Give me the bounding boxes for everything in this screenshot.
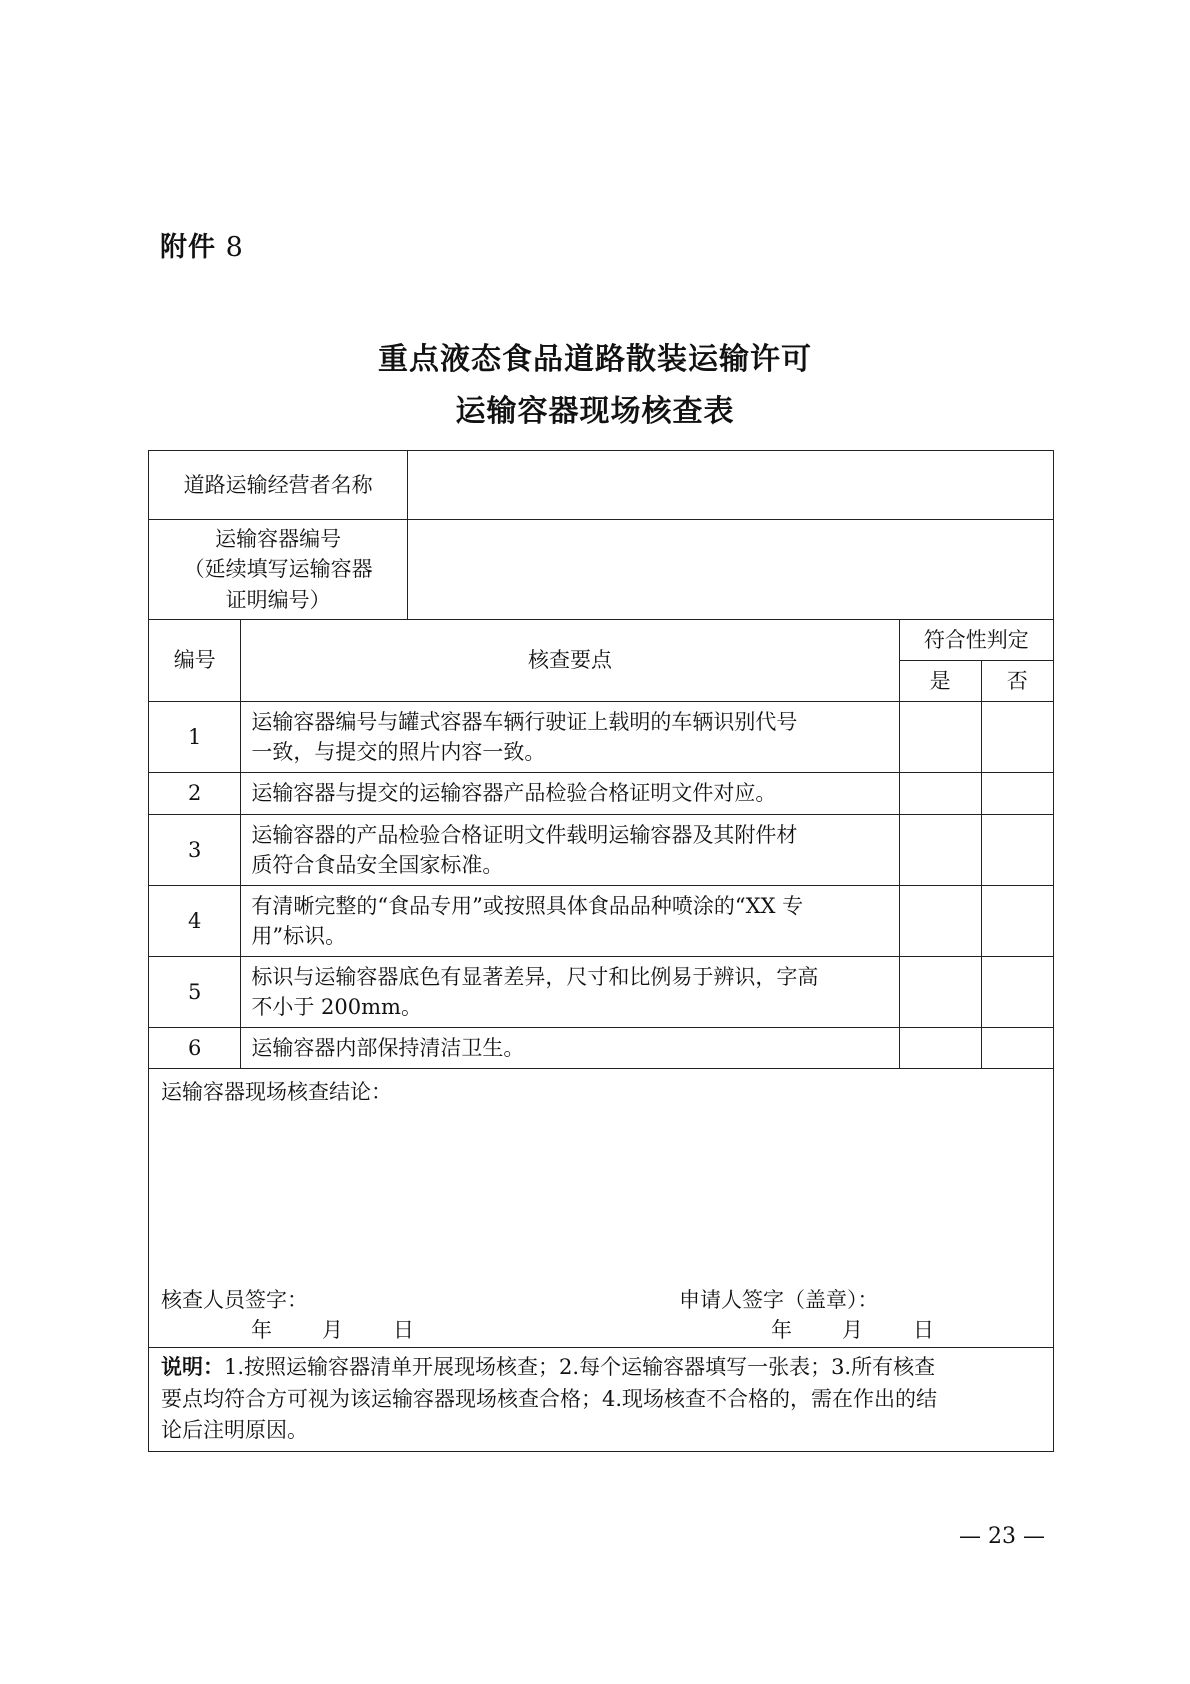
container-number-field[interactable]: [408, 520, 1054, 620]
item-number: 5: [149, 957, 241, 1028]
container-number-label-line1: 运输容器编号: [215, 526, 342, 551]
item-number: 2: [149, 773, 241, 815]
note-label: 说明：: [161, 1355, 224, 1379]
table-row: [149, 702, 1054, 773]
inspector-date-month: 月: [322, 1318, 343, 1342]
no-checkbox-cell[interactable]: [981, 1028, 1053, 1069]
column-header-number: 编号: [149, 620, 241, 702]
note-cell: [149, 1348, 1054, 1452]
note-line2: 要点均符合方可视为该运输容器现场核查合格；4.现场核查不合格的，需在作出的结: [161, 1386, 938, 1411]
item-text: [241, 886, 899, 957]
note-text-1: 1.按照运输容器清单开展现场核查；2.每个运输容器填写一张表；3.所有核查: [224, 1355, 936, 1379]
applicant-date-year: 年: [771, 1318, 792, 1342]
operator-name-label: 道路运输经营者名称: [149, 451, 408, 520]
yes-checkbox-cell[interactable]: [899, 702, 981, 773]
applicant-signature-label: 申请人签字（盖章）：: [679, 1288, 879, 1312]
conclusion-row: [149, 1069, 1054, 1348]
item-number: 3: [149, 815, 241, 886]
item-text: [241, 1028, 899, 1069]
yes-checkbox-cell[interactable]: [899, 886, 981, 957]
applicant-date: [771, 1315, 934, 1345]
conclusion-cell[interactable]: [149, 1069, 1054, 1348]
item-text: [241, 773, 899, 815]
item-text-line1: 有清晰完整的“食品专用”或按照具体食品品种喷涂的“XX 专: [251, 893, 804, 918]
inspector-date-year: 年: [251, 1318, 272, 1342]
item-text-line1: 运输容器与提交的运输容器产品检验合格证明文件对应。: [251, 781, 777, 806]
no-checkbox-cell[interactable]: [981, 886, 1053, 957]
page-number: — 23 —: [959, 1524, 1045, 1549]
container-number-row: [149, 520, 1054, 620]
item-text-line2: 质符合食品安全国家标准。: [251, 853, 504, 877]
document-title-line2: 运输容器现场核查表: [455, 394, 735, 429]
no-checkbox-cell[interactable]: [981, 773, 1053, 815]
no-checkbox-cell[interactable]: [981, 702, 1053, 773]
container-number-label: [149, 520, 408, 620]
yes-checkbox-cell[interactable]: [899, 957, 981, 1028]
item-number: 1: [149, 702, 241, 773]
item-text-line2: 不小于 200mm。: [251, 995, 422, 1019]
note-line3: 论后注明原因。: [161, 1418, 308, 1442]
header-row-top: [149, 620, 1054, 661]
document-title-line1: 重点液态食品道路散装运输许可: [378, 342, 812, 377]
table-row: [149, 773, 1054, 815]
item-number: 6: [149, 1028, 241, 1069]
attachment-word: 附件: [160, 232, 216, 263]
operator-name-row: [149, 451, 1054, 520]
operator-name-field[interactable]: [408, 451, 1054, 520]
item-text: [241, 815, 899, 886]
note-row: [149, 1348, 1054, 1452]
applicant-date-day: 日: [913, 1318, 934, 1342]
column-header-conformity: 符合性判定: [899, 620, 1053, 661]
item-text-line2: 用”标识。: [251, 924, 347, 948]
inspector-date-day: 日: [393, 1318, 414, 1342]
item-text: [241, 702, 899, 773]
item-text-line1: 运输容器编号与罐式容器车辆行驶证上载明的车辆识别代号: [251, 709, 798, 734]
container-number-label-line2: （延续填写运输容器: [183, 557, 373, 582]
table-row: [149, 886, 1054, 957]
yes-checkbox-cell[interactable]: [899, 815, 981, 886]
item-text-line1: 运输容器的产品检验合格证明文件载明运输容器及其附件材: [251, 822, 798, 847]
attachment-label: [160, 225, 244, 264]
inspector-signature-label: 核查人员签字：: [161, 1288, 308, 1312]
applicant-date-month: 月: [842, 1318, 863, 1342]
column-header-points: 核查要点: [241, 620, 899, 702]
attachment-number: 8: [216, 232, 244, 263]
column-header-no: 否: [981, 661, 1053, 702]
item-text-line1: 运输容器内部保持清洁卫生。: [251, 1035, 525, 1060]
no-checkbox-cell[interactable]: [981, 957, 1053, 1028]
yes-checkbox-cell[interactable]: [899, 1028, 981, 1069]
table-row: [149, 957, 1054, 1028]
item-text-line1: 标识与运输容器底色有显著差异，尺寸和比例易于辨识，字高: [251, 964, 819, 989]
container-number-label-line3: 证明编号）: [225, 587, 331, 612]
conclusion-label: 运输容器现场核查结论：: [161, 1080, 392, 1104]
table-row: [149, 1028, 1054, 1069]
inspection-form: [148, 450, 1054, 1452]
item-number: 4: [149, 886, 241, 957]
item-text-line2: 一致，与提交的照片内容一致。: [251, 740, 546, 764]
item-text: [241, 957, 899, 1028]
note-line1: [161, 1352, 1041, 1384]
table-row: [149, 815, 1054, 886]
column-header-yes: 是: [899, 661, 981, 702]
no-checkbox-cell[interactable]: [981, 815, 1053, 886]
inspector-date: [251, 1315, 414, 1345]
yes-checkbox-cell[interactable]: [899, 773, 981, 815]
